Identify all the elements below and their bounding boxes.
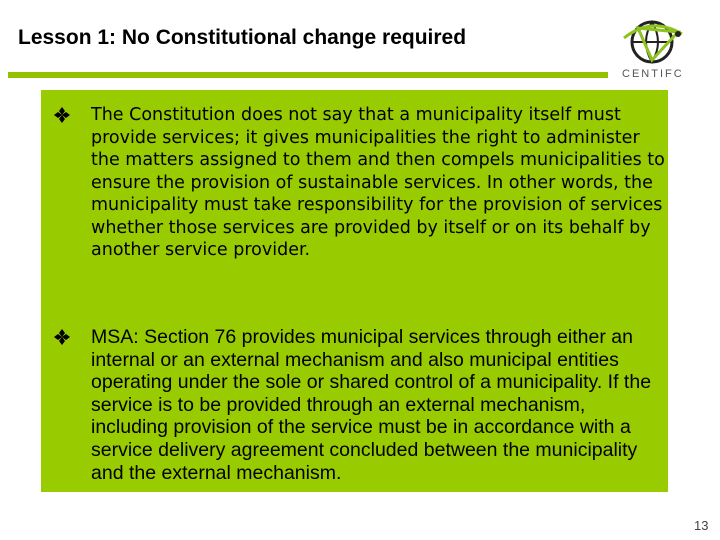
content-panel (41, 90, 668, 492)
logo-wordmark: CENTIFC (622, 68, 684, 80)
slide-title: Lesson 1: No Constitutional change required (18, 26, 467, 49)
diamond-bullet-icon (53, 328, 71, 346)
bullet-item (53, 326, 665, 484)
bullet-text: The Constitution does not say that a municipality itself must provide services; it gives municipalities the right to administer the matters assigned to them and then compels municipalities to ensure the provision of sustainable services. In other words, the municipality must take responsibility for the provision of services whether those services are provided by itself or on its behalf by another service provider. (91, 105, 665, 260)
title-underline (8, 72, 608, 78)
diamond-bullet-icon (53, 106, 71, 124)
page-number: 13 (694, 518, 709, 533)
bullet-text: MSA: Section 76 provides municipal services through either an internal or an external mechanism and also municipal entities operating under the sole or shared control of a municipality. If the service is to be provided through an external mechanism, including provision of the service must be in accordance with a service delivery agreement concluded between the municipality and the external mechanism. (91, 326, 652, 484)
bullet-item (53, 104, 665, 262)
